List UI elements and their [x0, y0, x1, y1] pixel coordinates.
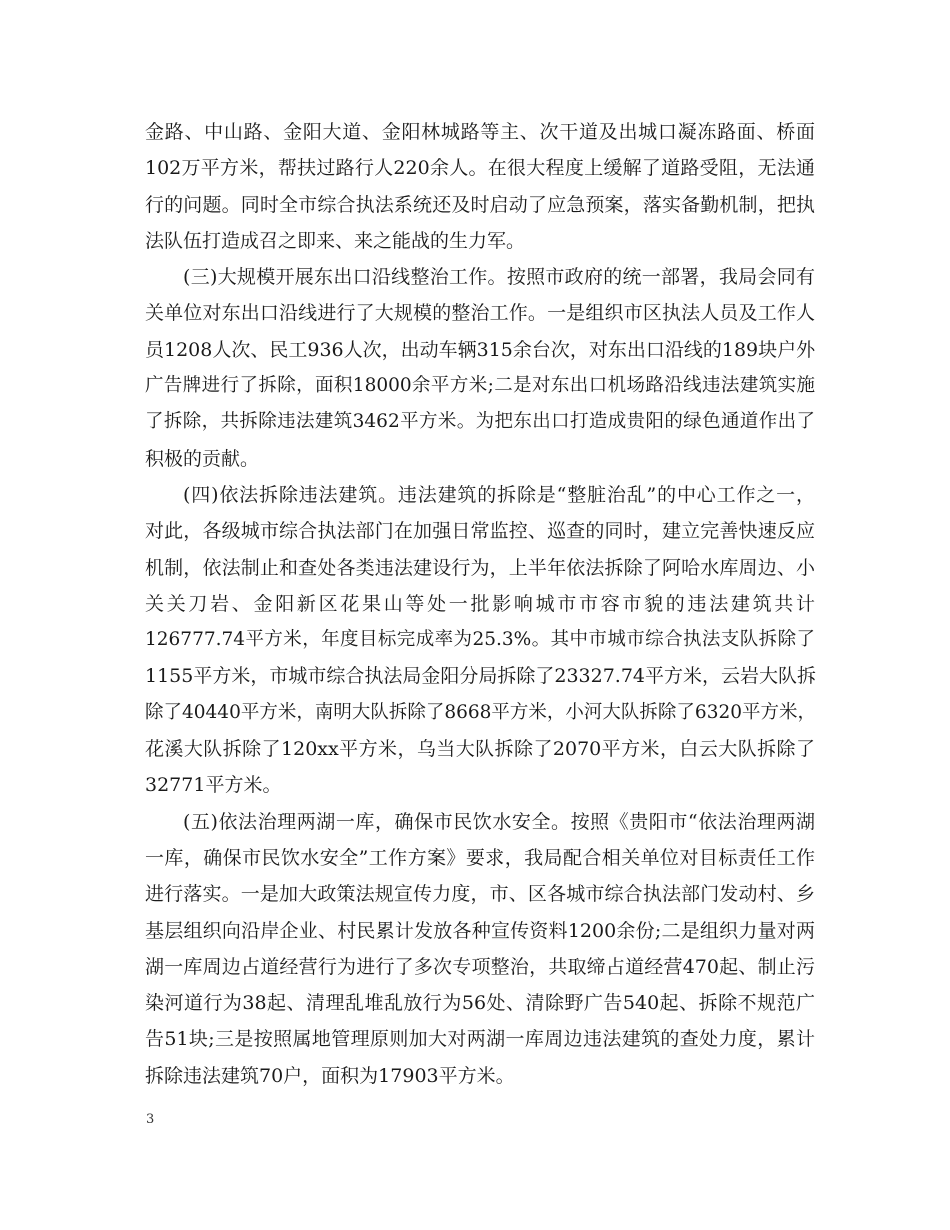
text-line: 花溪大队拆除了120xx平方米，乌当大队拆除了2070平方米，白云大队拆除了 [145, 738, 815, 761]
text-line: 1155平方米，市城市综合执法局金阳分局拆除了23327.74平方米，云岩大队拆 [145, 665, 817, 688]
text-line: 广告牌进行了拆除，面积18000余平方米;二是对东出口机场路沿线违法建筑实施 [145, 375, 815, 397]
page-number: 3 [146, 1112, 155, 1127]
paragraph-four-first-line: (四)依法拆除违法建筑。违法建筑的拆除是“整脏治乱”的中心工作之一， [183, 483, 815, 506]
text-line: 进行落实。一是加大政策法规宣传力度，市、区各城市综合执法部门发动村、乡 [145, 883, 815, 906]
text-line: 湖一库周边占道经营行为进行了多次专项整治，共取缔占道经营470起、制止污 [145, 955, 815, 978]
text-line: 了拆除，共拆除违法建筑3462平方米。为把东出口打造成贵阳的绿色通道作出了 [145, 411, 815, 433]
text-line: 拆除违法建筑70户，面积为17903平方米。 [145, 1064, 515, 1087]
text-line: 基层组织向沿岸企业、村民累计发放各种宣传资料1200余份;二是组织力量对两 [145, 919, 815, 942]
text-line: 32771平方米。 [145, 774, 282, 797]
text-line: 员1208人次、民工936人次，出动车辆315余台次，对东出口沿线的189块户外 [145, 338, 816, 361]
paragraph-five-first-line: (五)依法治理两湖一库，确保市民饮水安全。按照《贵阳市“依法治理两湖 [183, 810, 815, 833]
text-line: 机制，依法制止和查处各类违法建设行为，上半年依法拆除了阿哈水库周边、小 [145, 556, 815, 579]
text-line: 除了40440平方米，南明大队拆除了8668平方米，小河大队拆除了6320平方米， [145, 701, 817, 723]
text-line: 一库，确保市民饮水安全”工作方案》要求，我局配合相关单位对目标责任工作 [145, 846, 815, 869]
text-line: 102万平方米，帮扶过路行人220余人。在很大程度上缓解了道路受阻，无法通 [145, 157, 815, 180]
text-line: 告51块;三是按照属地管理原则加大对两湖一库周边违法建筑的查处力度，累计 [145, 1028, 815, 1051]
text-line: 对此，各级城市综合执法部门在加强日常监控、巡查的同时，建立完善快速反应 [145, 520, 815, 543]
paragraph-three-first-line: (三)大规模开展东出口沿线整治工作。按照市政府的统一部署，我局会同有 [183, 266, 815, 289]
text-line: 金路、中山路、金阳大道、金阳林城路等主、次干道及出城口凝冻路面、桥面 [145, 121, 815, 143]
text-line: 行的问题。同时全市综合执法系统还及时启动了应急预案，落实备勤机制，把执 [145, 193, 815, 216]
text-line: 关关刀岩、金阳新区花果山等处一批影响城市市容市貌的违法建筑共计 [145, 592, 815, 615]
text-line: 积极的贡献。 [145, 447, 260, 470]
text-line: 染河道行为38起、清理乱堆乱放行为56处、清除野广告540起、拆除不规范广 [145, 992, 815, 1015]
document-body [145, 114, 815, 1094]
text-line: 126777.74平方米，年度目标完成率为25.3%。其中市城市综合执法支队拆除了 [145, 629, 815, 651]
text-line: 关单位对东出口沿线进行了大规模的整治工作。一是组织市区执法人员及工作人 [145, 302, 815, 325]
text-line: 法队伍打造成召之即来、来之能战的生力军。 [145, 229, 526, 252]
